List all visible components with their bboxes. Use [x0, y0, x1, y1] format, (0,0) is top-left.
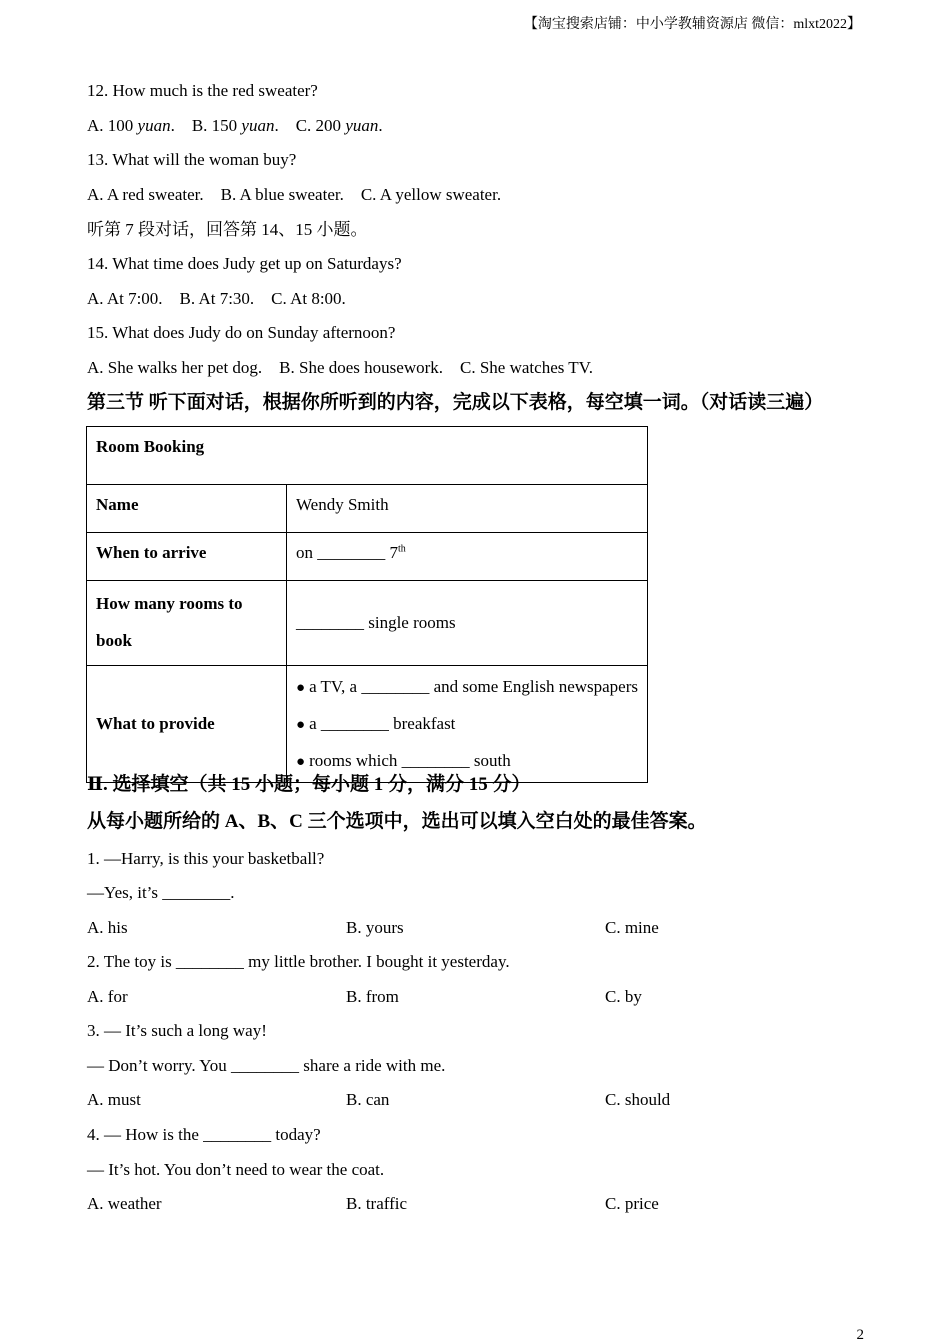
q2-option-c: C. by	[605, 987, 642, 1006]
question-3-line-1: 3. — It’s such a long way!	[87, 1021, 267, 1040]
list-item: ● a ________ breakfast	[296, 713, 456, 733]
list-item: ● rooms which ________ south	[296, 750, 511, 770]
section-3-title: 第三节 听下面对话，根据你所听到的内容，完成以下表格，每空填一词。（对话读三遍）	[87, 392, 824, 413]
q1-option-a: A. his	[87, 918, 128, 937]
question-4-line-2: — It’s hot. You don’t need to wear the coat.	[87, 1160, 385, 1179]
dialog-7-instruction: 听第 7 段对话，回答第 14、15 小题。	[87, 220, 368, 239]
name-label: Name	[87, 485, 287, 533]
arrive-label: When to arrive	[87, 533, 287, 581]
option-a: A. 100 yuan.	[87, 116, 175, 135]
provide-label: What to provide	[87, 666, 287, 783]
room-booking-table	[86, 426, 648, 783]
q4-option-a: A. weather	[87, 1194, 162, 1213]
question-14-options: A. At 7:00. B. At 7:30. C. At 8:00.	[87, 289, 346, 308]
q3-option-b: B. can	[346, 1090, 390, 1109]
q1-option-c: C. mine	[605, 918, 659, 937]
q1-option-b: B. yours	[346, 918, 404, 937]
option-c: C. 200 yuan.	[295, 116, 383, 135]
question-12-options	[87, 116, 383, 136]
q3-option-c: C. should	[605, 1090, 671, 1109]
question-13: 13. What will the woman buy?	[87, 150, 297, 169]
q4-option-c: C. price	[605, 1194, 659, 1213]
question-2-line-1: 2. The toy is ________ my little brother. I bought it yesterday.	[87, 952, 510, 971]
q2-option-a: A. for	[87, 987, 128, 1006]
arrive-value: on ________ 7th	[287, 533, 648, 581]
part-2-instruction: 从每小题所给的 A、B、C 三个选项中，选出可以填入空白处的最佳答案。	[87, 811, 707, 832]
question-15-options: A. She walks her pet dog. B. She does housework. C. She watches TV.	[87, 358, 594, 377]
part-2-title: Ⅱ. 选择填空（共 15 小题；每小题 1 分，满分 15 分）	[87, 774, 531, 795]
rooms-label: How many rooms to book	[87, 581, 287, 666]
provide-items	[287, 666, 648, 783]
q2-option-b: B. from	[346, 987, 399, 1006]
question-12: 12. How much is the red sweater?	[87, 81, 318, 100]
question-15: 15. What does Judy do on Sunday afternoon?	[87, 323, 396, 342]
rooms-value: ________ single rooms	[287, 581, 648, 666]
option-b: B. 150 yuan.	[191, 116, 279, 135]
list-item: ● a TV, a ________ and some English newspapers	[296, 676, 638, 696]
page-header: 【淘宝搜索店铺：中小学教辅资源店 微信：mlxt2022】	[523, 17, 861, 32]
q3-option-a: A. must	[87, 1090, 141, 1109]
question-1-line-2: —Yes, it’s ________.	[87, 883, 235, 902]
page-number: 2	[856, 1327, 864, 1343]
question-13-options: A. A red sweater. B. A blue sweater. C. A yellow sweater.	[87, 185, 502, 204]
question-14: 14. What time does Judy get up on Saturdays?	[87, 254, 402, 273]
name-value: Wendy Smith	[287, 485, 648, 533]
question-1-line-1: 1. —Harry, is this your basketball?	[87, 849, 325, 868]
q4-option-b: B. traffic	[346, 1194, 408, 1213]
question-4-line-1: 4. — How is the ________ today?	[87, 1125, 321, 1144]
question-3-line-2: — Don’t worry. You ________ share a ride with me.	[87, 1056, 446, 1075]
table-title: Room Booking	[87, 427, 648, 485]
